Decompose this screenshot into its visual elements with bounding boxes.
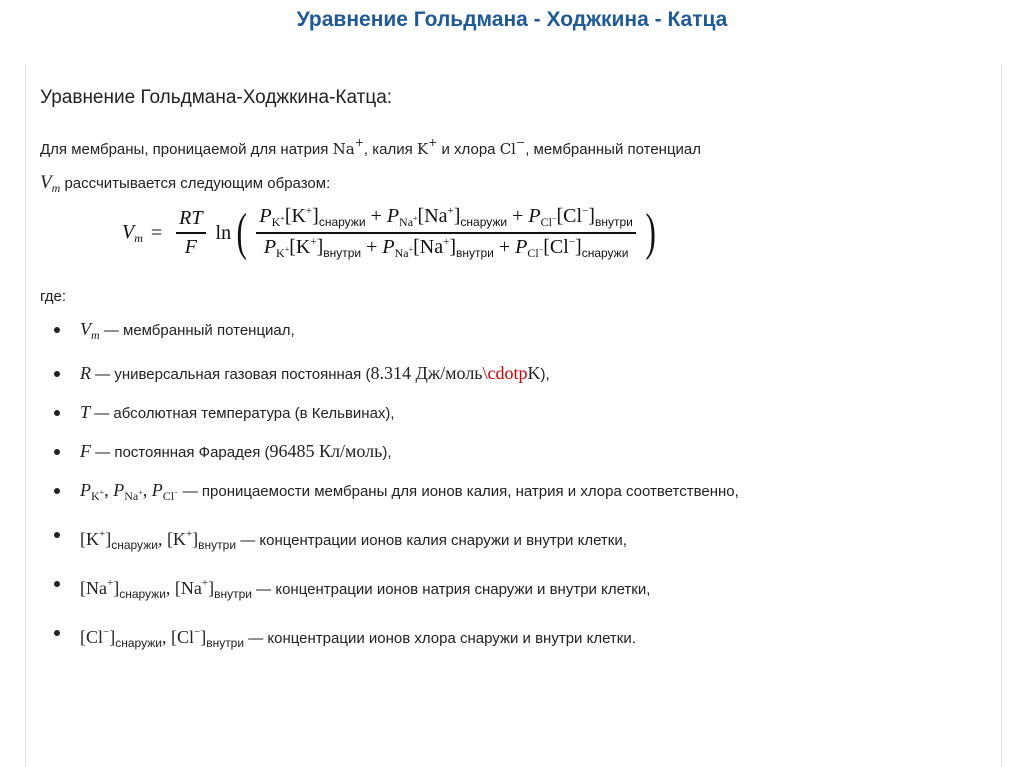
var-k-conc: $[K^+]_{снаружи}$, $[K^+]_{внутри}$ <box>80 528 237 552</box>
list-item: $[K^+]_{снаружи}$, $[K^+]_{внутри}$ — концентрации ионов калия снаружи и внутри клетки, <box>40 521 940 559</box>
formula-ln: ln <box>215 221 232 244</box>
bullet-icon <box>54 532 60 538</box>
intro-text-4: , мембранный потенциал <box>525 141 702 158</box>
intro-text-3: и хлора <box>441 141 496 158</box>
list-item: $[Cl^-]_{снаружи}$, $[Cl^-]_{внутри}$ — концентрации ионов хлора снаружи и внутри клетки. <box>40 619 940 657</box>
definitions-list <box>40 316 940 668</box>
list-item: F — постоянная Фарадея (96485 Кл/моль), <box>40 438 940 466</box>
document-heading: Уравнение Гольдмана-Ходжкина-Катца: <box>40 87 393 108</box>
where-label: где: <box>40 288 67 305</box>
formula-equals: = <box>150 221 163 244</box>
list-item: R — универсальная газовая постоянная (8.314 Дж/моль\cdotpK), <box>40 360 940 388</box>
var-permeabilities: $P_{K^+}$, $P_{Na^+}$, $P_{Cl^-}$ <box>80 480 179 503</box>
list-item: $[Na^+]_{снаружи}$, $[Na^+]_{внутри}$ — концентрации ионов натрия снаружи и внутри клетки, <box>40 570 940 608</box>
formula-vm: $V_m$ <box>122 220 143 245</box>
bullet-icon <box>54 581 60 587</box>
bullet-icon <box>54 449 60 455</box>
slide-title: Уравнение Гольдмана - Ходжкина - Катца <box>296 8 728 31</box>
var-cl-conc: $[Cl^-]_{снаружи}$, $[Cl^-]_{внутри}$ <box>80 626 245 650</box>
formula-denominator: $P_{K^+}[K^+]_{внутри} + P_{Na^+}[Na^+]_{внутри} + P_{Cl^-}[Cl^-]_{снаружи}$ <box>263 235 629 260</box>
var-t: T <box>80 402 91 422</box>
chlorine-symbol: Cl− <box>499 136 526 158</box>
vm-symbol: $V_m$ <box>40 172 61 195</box>
intro-text-2: , калия <box>363 141 413 158</box>
var-na-conc: $[Na^+]_{снаружи}$, $[Na^+]_{внутри}$ <box>80 577 252 601</box>
intro-text-1: Для мембраны, проницаемой для натрия <box>40 141 329 158</box>
intro-text-5: рассчитывается следующим образом: <box>64 175 331 192</box>
formula-numerator: $P_{K^+}[K^+]_{снаружи} + P_{Na^+}[Na^+]_{снаружи} + P_{Cl^-}[Cl^-]_{внутри}$ <box>259 205 633 230</box>
bullet-icon <box>54 488 60 494</box>
formula-main-fraction <box>256 205 635 261</box>
bullet-icon <box>54 630 60 636</box>
bullet-icon <box>54 327 60 333</box>
list-item: $V_m$ — мембранный потенциал, <box>40 316 940 349</box>
sodium-symbol: Na+ <box>332 136 364 158</box>
list-item: T — абсолютная температура (в Кельвинах), <box>40 399 940 427</box>
bullet-icon <box>54 371 60 377</box>
ghk-formula <box>122 197 659 269</box>
list-item: $P_{K^+}$, $P_{Na^+}$, $P_{Cl^-}$ — проницаемости мембраны для ионов калия, натрия и хлора соответственно, <box>40 477 940 510</box>
formula-right-paren: ) <box>645 204 656 261</box>
potassium-symbol: K+ <box>416 136 438 158</box>
var-f: F <box>80 441 91 461</box>
var-vm: $V_m$ <box>80 319 100 342</box>
bullet-icon <box>54 410 60 416</box>
intro-paragraph <box>40 126 920 205</box>
formula-rt-over-f: $\frac{RT}{F}$ <box>176 207 205 259</box>
var-r: R <box>80 363 91 383</box>
formula-left-paren: ( <box>236 204 247 261</box>
